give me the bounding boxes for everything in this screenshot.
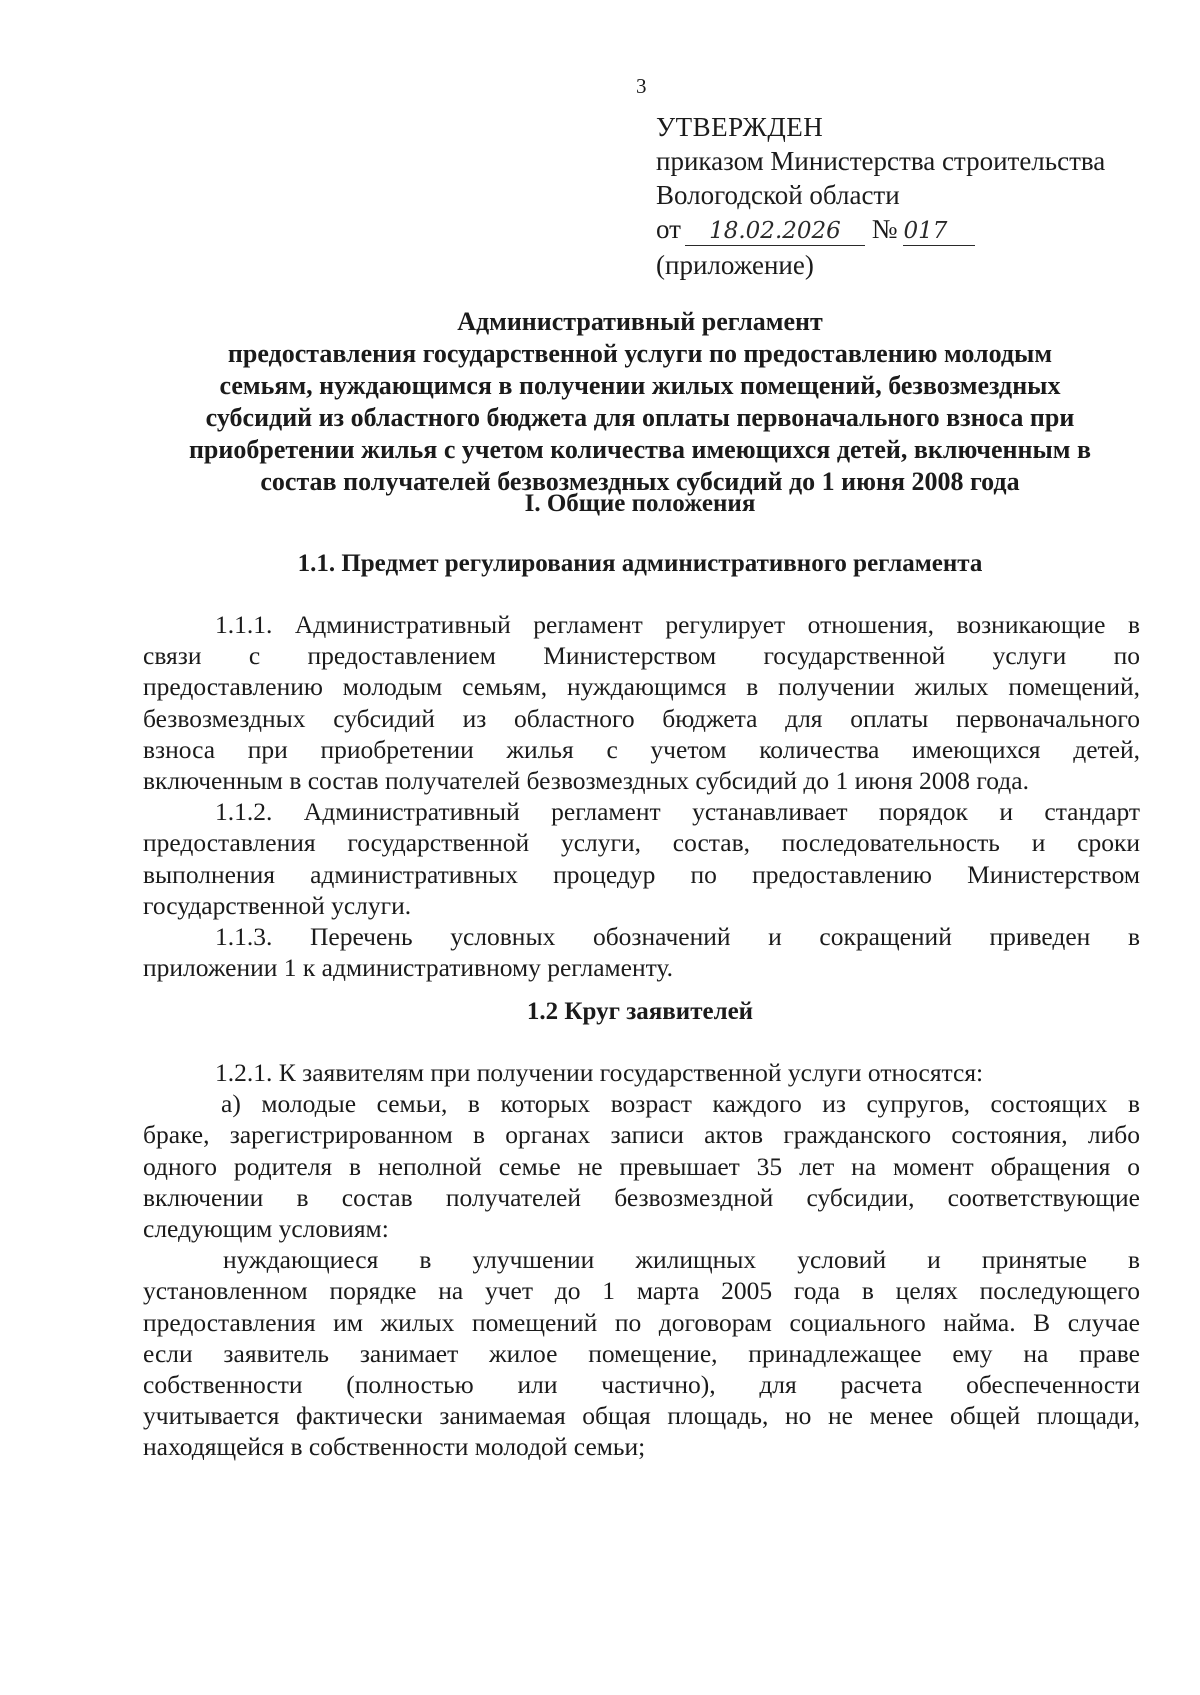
paragraph-line: браке, зарегистрированном в органах записи актов гражданского состояния, либо xyxy=(143,1120,1140,1150)
subsection-1-1-body xyxy=(143,609,1140,983)
number-prefix: № xyxy=(871,214,898,244)
document-title-line: приобретении жилья с учетом количества имеющихся детей, включенным в xyxy=(188,435,1092,464)
paragraph-line: 1.1.1. Административный регламент регулирует отношения, возникающие в xyxy=(215,610,1140,639)
paragraph-line: приложении 1 к административному регламенту. xyxy=(143,953,673,983)
approval-stamp-block xyxy=(656,110,1176,282)
approval-title: УТВЕРЖДЕН xyxy=(656,112,824,142)
paragraph-line: а) молодые семьи, в которых возраст каждого из супругов, состоящих в xyxy=(221,1089,1140,1119)
approval-note: (приложение) xyxy=(656,250,814,280)
page-number: 3 xyxy=(636,74,647,98)
document-title-line: семьям, нуждающимся в получении жилых помещений, безвозмездных xyxy=(219,371,1061,400)
subsection-1-2-body xyxy=(143,1057,1140,1462)
paragraph-line: 1.1.3. Перечень условных обозначений и сокращений приведен в xyxy=(215,921,1140,951)
paragraph-line: следующим условиям: xyxy=(143,1213,389,1243)
document-title-line: состав получателей безвозмездных субсидий до 1 июня 2008 года xyxy=(260,467,1020,496)
paragraph-line: включении в состав получателей безвозмездной субсидии, соответствующие xyxy=(143,1182,1140,1212)
paragraph-line: государственной услуги. xyxy=(143,890,412,920)
paragraph-line: предоставления государственной услуги, состав, последовательность и сроки xyxy=(143,828,1140,858)
paragraph-line: включенным в состав получателей безвозмездных субсидий до 1 июня 2008 года. xyxy=(143,765,1029,795)
approval-date-line xyxy=(656,212,1176,248)
paragraph-line: находящейся в собственности молодой семьи; xyxy=(143,1432,646,1462)
paragraph-line: собственности (полностью или частично), для расчета обеспеченности xyxy=(143,1369,1140,1399)
paragraph-line: связи с предоставлением Министерством государственной услуги по xyxy=(143,641,1140,671)
handwritten-number: 017 xyxy=(903,214,975,248)
paragraph-line: предоставления им жилых помещений по договорам социального найма. В случае xyxy=(143,1307,1140,1337)
handwritten-date: 18.02.2026 xyxy=(685,214,865,248)
document-title-line: предоставления государственной услуги по предоставлению молодым xyxy=(227,339,1053,368)
paragraph-line: предоставлению молодым семьям, нуждающимся в получении жилых помещений, xyxy=(143,672,1140,702)
paragraph-line: безвозмездных субсидий из областного бюджета для оплаты первоначального xyxy=(143,703,1140,733)
paragraph-line: учитывается фактически занимаемая общая площадь, но не менее общей площади, xyxy=(143,1401,1140,1431)
approval-line-1: приказом Министерства строительства xyxy=(656,146,1106,176)
paragraph-line: 1.1.2. Административный регламент устанавливает порядок и стандарт xyxy=(215,797,1140,827)
document-title xyxy=(140,306,1140,498)
subsection-1-1-heading: 1.1. Предмет регулирования административного регламента xyxy=(297,550,983,577)
subsection-1-2-heading: 1.2 Круг заявителей xyxy=(526,998,754,1025)
paragraph-line: выполнения административных процедур по предоставлению Министерством xyxy=(143,859,1140,889)
paragraph-line: одного родителя в неполной семье не превышает 35 лет на момент обращения о xyxy=(143,1151,1140,1181)
document-title-line: Административный регламент xyxy=(457,307,823,336)
paragraph-line: 1.2.1. К заявителям при получении государственной услуги относятся: xyxy=(215,1058,984,1087)
paragraph-line: нуждающиеся в улучшении жилищных условий и принятые в xyxy=(223,1245,1140,1275)
paragraph-line: если заявитель занимает жилое помещение, принадлежащее ему на праве xyxy=(143,1338,1140,1368)
section-heading: I. Общие положения xyxy=(524,490,756,517)
document-title-line: субсидий из областного бюджета для оплаты первоначального взноса при xyxy=(205,403,1075,432)
date-prefix: от xyxy=(656,214,681,244)
paragraph-line: взноса при приобретении жилья с учетом количества имеющихся детей, xyxy=(143,734,1140,764)
paragraph-line: установленном порядке на учет до 1 марта 2005 года в целях последующего xyxy=(143,1276,1140,1306)
approval-line-2: Вологодской области xyxy=(656,180,900,210)
